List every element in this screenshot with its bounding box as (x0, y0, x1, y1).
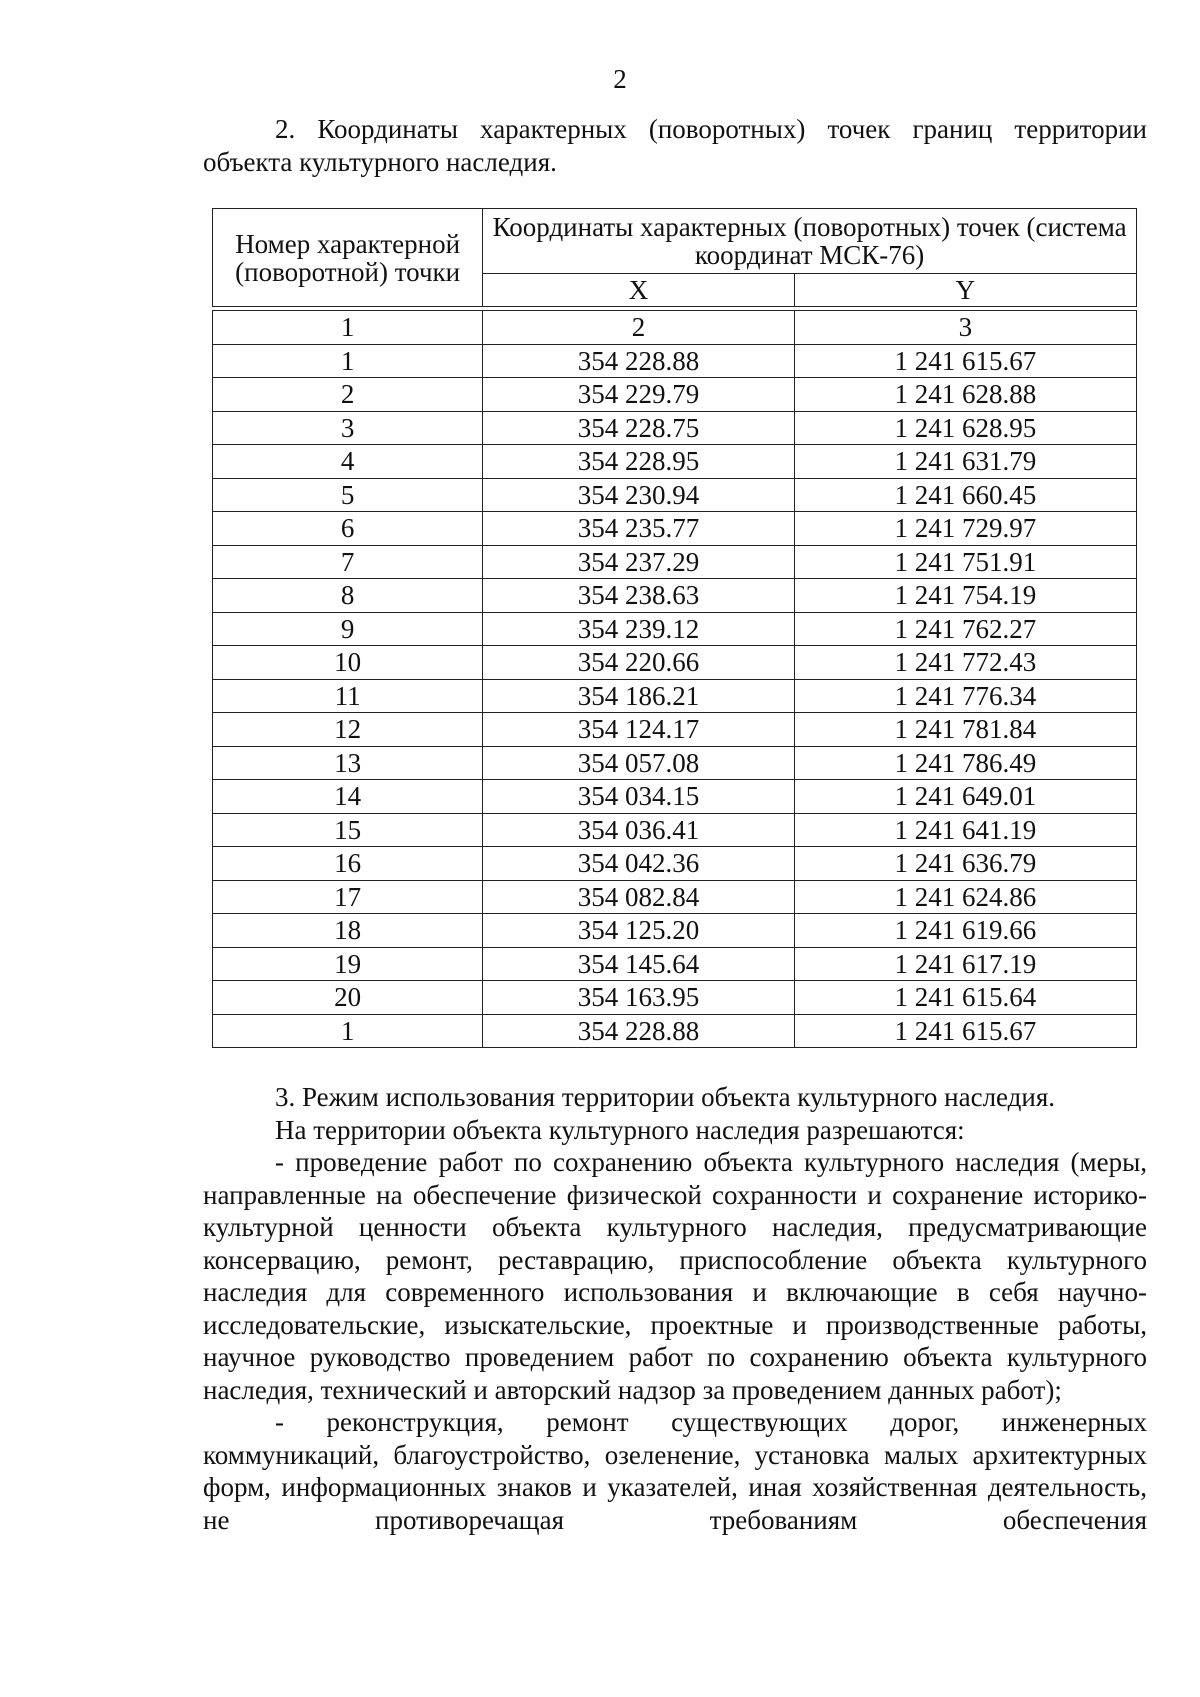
y-coordinate-cell: 1 241 617.19 (794, 947, 1136, 981)
point-number-cell: 4 (213, 445, 483, 479)
table-row (213, 679, 1137, 713)
x-coordinate-cell: 354 239.12 (483, 612, 794, 646)
table-row (213, 646, 1137, 680)
point-number-cell: 8 (213, 579, 483, 613)
y-coordinate-cell: 1 241 781.84 (794, 713, 1136, 747)
point-number-cell: 15 (213, 813, 483, 847)
page-number: 2 (613, 64, 627, 94)
coordinates-table (212, 208, 1137, 1048)
table-row (213, 545, 1137, 579)
y-coordinate-cell: 1 241 631.79 (794, 445, 1136, 479)
section-3-item-1: - проведение работ по сохранению объекта культурного наследия (меры, направленные на обеспечение физической сохранности и сохранение историко-культурной ценности объекта культурного наследия, предусматривающие консервацию, ремонт, реставрацию, приспособление объекта культурного наследия для современного использования и включающие в себя научно-исследовательские, изыскательские, проектные и производственные работы, научное руководство проведением работ по сохранению объекта культурного наследия, технический и авторский надзор за проведением данных работ); (203, 1147, 1147, 1405)
point-number-cell: 3 (213, 411, 483, 445)
y-coordinate-cell: 1 241 615.64 (794, 981, 1136, 1015)
section-3-item-2: - реконструкция, ремонт существующих дорог, инженерных коммуникаций, благоустройство, озеленение, установка малых архитектурных форм, информационных знаков и указателей, иная хозяйственная деятельность, не противоречащая требованиям обеспечения (203, 1407, 1147, 1535)
x-coordinate-cell: 354 228.95 (483, 445, 794, 479)
point-number-cell: 9 (213, 612, 483, 646)
y-coordinate-cell: 1 241 619.66 (794, 914, 1136, 948)
table-row (213, 478, 1137, 512)
x-coordinate-cell: 354 228.88 (483, 1014, 794, 1048)
table-row (213, 512, 1137, 546)
y-coordinate-cell: 1 241 776.34 (794, 679, 1136, 713)
column-number-2: 2 (483, 311, 794, 345)
section-3-title: 3. Режим использования территории объекта культурного наследия. (275, 1082, 1056, 1112)
point-number-cell: 13 (213, 746, 483, 780)
point-number-cell: 6 (213, 512, 483, 546)
section-3-intro: На территории объекта культурного наследия разрешаются: (275, 1114, 965, 1145)
y-coordinate-cell: 1 241 624.86 (794, 880, 1136, 914)
point-number-cell: 19 (213, 947, 483, 981)
y-coordinate-cell: 1 241 729.97 (794, 512, 1136, 546)
point-number-cell: 1 (213, 1014, 483, 1048)
y-coordinate-cell: 1 241 615.67 (794, 344, 1136, 378)
table-row (213, 847, 1137, 881)
point-number-cell: 5 (213, 478, 483, 512)
column-number-3: 3 (794, 311, 1136, 345)
x-coordinate-cell: 354 125.20 (483, 914, 794, 948)
table-row (213, 445, 1137, 479)
point-number-cell: 10 (213, 646, 483, 680)
x-coordinate-cell: 354 229.79 (483, 378, 794, 412)
x-coordinate-cell: 354 237.29 (483, 545, 794, 579)
point-number-cell: 20 (213, 981, 483, 1015)
y-coordinate-cell: 1 241 615.67 (794, 1014, 1136, 1048)
x-coordinate-cell: 354 238.63 (483, 579, 794, 613)
header-y: Y (794, 274, 1136, 307)
x-coordinate-cell: 354 082.84 (483, 880, 794, 914)
x-coordinate-cell: 354 220.66 (483, 646, 794, 680)
x-coordinate-cell: 354 163.95 (483, 981, 794, 1015)
table-row (213, 914, 1137, 948)
column-number-1: 1 (213, 311, 483, 345)
x-coordinate-cell: 354 034.15 (483, 780, 794, 814)
header-point-number: Номер характерной (поворотной) точки (213, 209, 483, 307)
table-row (213, 1014, 1137, 1048)
x-coordinate-cell: 354 057.08 (483, 746, 794, 780)
x-coordinate-cell: 354 042.36 (483, 847, 794, 881)
point-number-cell: 1 (213, 344, 483, 378)
table-row (213, 713, 1137, 747)
x-coordinate-cell: 354 230.94 (483, 478, 794, 512)
point-number-cell: 7 (213, 545, 483, 579)
header-x: X (483, 274, 794, 307)
table-row (213, 612, 1137, 646)
table-row (213, 947, 1137, 981)
table-row (213, 880, 1137, 914)
header-coordinates: Координаты характерных (поворотных) точек (система координат МСК-76) (483, 209, 1137, 274)
point-number-cell: 12 (213, 713, 483, 747)
y-coordinate-cell: 1 241 628.88 (794, 378, 1136, 412)
point-number-cell: 2 (213, 378, 483, 412)
table-row (213, 411, 1137, 445)
y-coordinate-cell: 1 241 786.49 (794, 746, 1136, 780)
table-row (213, 813, 1137, 847)
point-number-cell: 18 (213, 914, 483, 948)
point-number-cell: 17 (213, 880, 483, 914)
table-row (213, 780, 1137, 814)
y-coordinate-cell: 1 241 751.91 (794, 545, 1136, 579)
y-coordinate-cell: 1 241 762.27 (794, 612, 1136, 646)
table-row (213, 378, 1137, 412)
x-coordinate-cell: 354 036.41 (483, 813, 794, 847)
section-3 (203, 1081, 1147, 1536)
point-number-cell: 11 (213, 679, 483, 713)
x-coordinate-cell: 354 145.64 (483, 947, 794, 981)
point-number-cell: 16 (213, 847, 483, 881)
y-coordinate-cell: 1 241 649.01 (794, 780, 1136, 814)
table-row (213, 981, 1137, 1015)
table-row (213, 746, 1137, 780)
x-coordinate-cell: 354 186.21 (483, 679, 794, 713)
x-coordinate-cell: 354 228.88 (483, 344, 794, 378)
y-coordinate-cell: 1 241 660.45 (794, 478, 1136, 512)
table-row (213, 344, 1137, 378)
x-coordinate-cell: 354 124.17 (483, 713, 794, 747)
point-number-cell: 14 (213, 780, 483, 814)
y-coordinate-cell: 1 241 636.79 (794, 847, 1136, 881)
y-coordinate-cell: 1 241 772.43 (794, 646, 1136, 680)
table-row (213, 579, 1137, 613)
y-coordinate-cell: 1 241 754.19 (794, 579, 1136, 613)
section-2-heading: 2. Координаты характерных (поворотных) точек границ территории объекта культурного наследия. (203, 114, 1147, 177)
x-coordinate-cell: 354 228.75 (483, 411, 794, 445)
y-coordinate-cell: 1 241 641.19 (794, 813, 1136, 847)
y-coordinate-cell: 1 241 628.95 (794, 411, 1136, 445)
x-coordinate-cell: 354 235.77 (483, 512, 794, 546)
